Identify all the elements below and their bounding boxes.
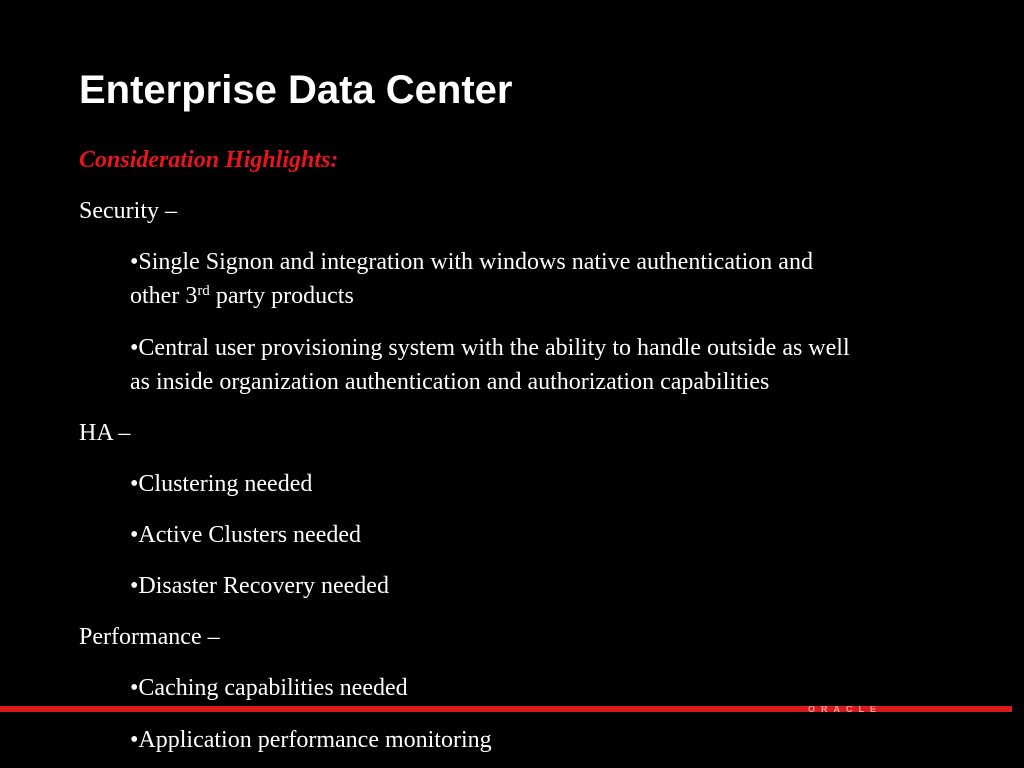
slide-subtitle: Consideration Highlights:: [79, 147, 339, 173]
bullet-disaster-recovery: •Disaster Recovery needed: [130, 573, 389, 599]
bullet-active-clusters: •Active Clusters needed: [130, 522, 361, 548]
section-heading-ha: HA –: [79, 420, 131, 446]
oracle-logo: [783, 706, 907, 712]
bullet-line: •Central user provisioning system with the ability to handle outside as well: [130, 335, 850, 361]
section-heading-performance: Performance –: [79, 624, 220, 650]
bullet-single-signon: [130, 245, 1000, 313]
ordinal-suffix: rd: [197, 283, 210, 299]
bullet-line: •Single Signon and integration with windows native authentication and: [130, 249, 813, 275]
bullet-user-provisioning: [130, 331, 1000, 399]
oracle-logo-text: ORACLE: [808, 706, 882, 712]
bullet-line: as inside organization authentication and authorization capabilities: [130, 369, 770, 395]
bullet-line: [130, 279, 1000, 313]
section-heading-security: Security –: [79, 198, 177, 224]
bullet-performance-monitoring: •Application performance monitoring: [130, 727, 492, 753]
bullet-caching: •Caching capabilities needed: [130, 675, 408, 701]
bullet-clustering: •Clustering needed: [130, 471, 313, 497]
oracle-logo-mark: [783, 706, 907, 712]
slide-title: Enterprise Data Center: [79, 68, 513, 112]
bullet-text: party products: [209, 283, 354, 309]
bullet-text: other 3: [130, 283, 198, 309]
